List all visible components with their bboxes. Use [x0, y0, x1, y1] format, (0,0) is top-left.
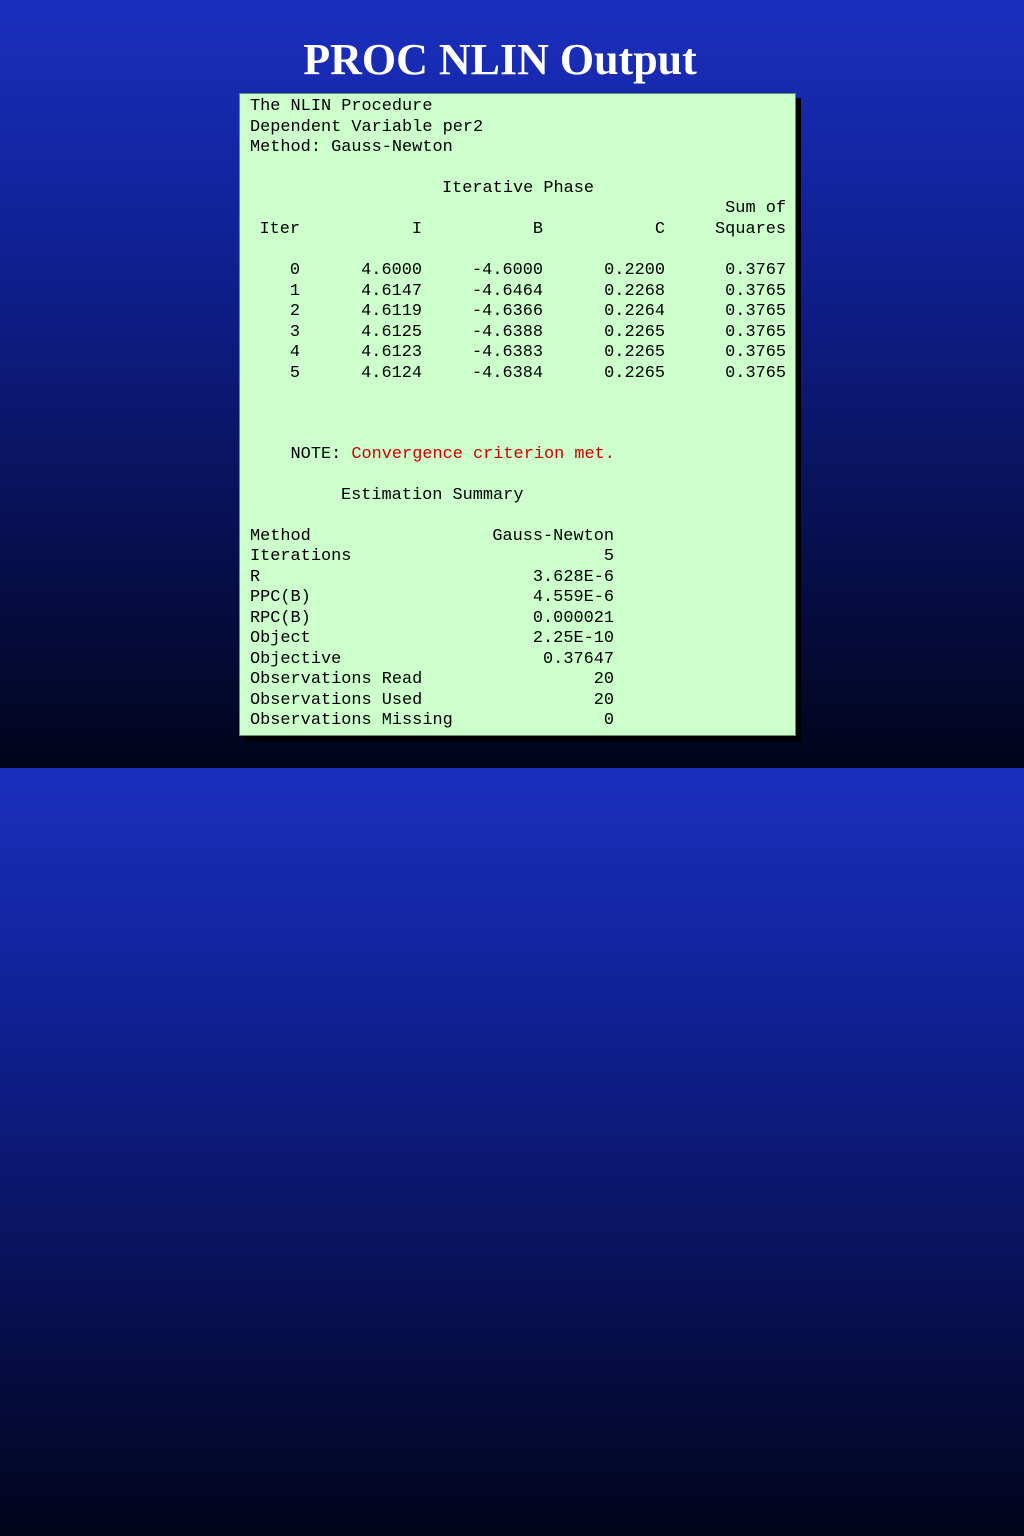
iter-value: 5 [289, 364, 300, 383]
summary-value: Gauss-Newton [492, 527, 614, 546]
summary-value: 3.628E-6 [532, 568, 614, 587]
summary-label: Object [250, 629, 311, 648]
header-iter: Iter [259, 220, 300, 239]
header-sum-of: Sum of [725, 199, 786, 218]
summary-label: RPC(B) [250, 609, 311, 628]
summary-value: 2.25E-10 [532, 629, 614, 648]
sum-of-squares-value: 0.3765 [725, 364, 786, 383]
i-value: 4.6147 [361, 282, 422, 301]
summary-label: PPC(B) [250, 588, 311, 607]
i-value: 4.6123 [361, 343, 422, 362]
iter-value: 2 [289, 302, 300, 321]
summary-label: R [250, 568, 261, 587]
summary-value: 20 [593, 670, 614, 689]
c-value: 0.2268 [604, 282, 665, 301]
summary-value: 20 [593, 691, 614, 710]
convergence-note: Convergence criterion met. [351, 445, 615, 465]
i-value: 4.6119 [361, 302, 422, 321]
c-value: 0.2265 [604, 364, 665, 383]
summary-label: Method [250, 527, 311, 546]
iter-value: 0 [289, 261, 300, 280]
method-line: Method: Gauss-Newton [250, 138, 453, 157]
procedure-name: The NLIN Procedure [250, 97, 433, 116]
sum-of-squares-value: 0.3765 [725, 343, 786, 362]
summary-label: Objective [250, 650, 342, 669]
b-value: -4.6366 [472, 302, 543, 321]
sum-of-squares-value: 0.3765 [725, 323, 786, 342]
sas-output-panel [239, 93, 796, 736]
b-value: -4.6383 [472, 343, 543, 362]
c-value: 0.2265 [604, 323, 665, 342]
header-sum-of-squares: Squares [715, 220, 786, 239]
b-value: -4.6384 [472, 364, 543, 383]
header-b: B [532, 220, 543, 239]
c-value: 0.2264 [604, 302, 665, 321]
c-value: 0.2265 [604, 343, 665, 362]
summary-label: Observations Read [250, 670, 423, 689]
summary-label: Observations Missing [250, 711, 453, 730]
summary-value: 0.000021 [532, 609, 614, 628]
sum-of-squares-value: 0.3765 [725, 302, 786, 321]
summary-value: 0 [603, 711, 614, 730]
summary-label: Observations Used [250, 691, 423, 710]
summary-label: Iterations [250, 547, 352, 566]
b-value: -4.6464 [472, 282, 543, 301]
dependent-variable: Dependent Variable per2 [250, 118, 484, 137]
i-value: 4.6124 [361, 364, 422, 383]
iter-value: 3 [289, 323, 300, 342]
i-value: 4.6000 [361, 261, 422, 280]
summary-value: 5 [603, 547, 614, 566]
note-label: NOTE: [290, 445, 342, 465]
iter-value: 4 [289, 343, 300, 362]
iterative-phase-title: Iterative Phase [442, 179, 595, 198]
b-value: -4.6388 [472, 323, 543, 342]
b-value: -4.6000 [472, 261, 543, 280]
c-value: 0.2200 [604, 261, 665, 280]
iter-value: 1 [289, 282, 300, 301]
slide-title: PROC NLIN Output [303, 35, 697, 84]
note-line [250, 425, 615, 465]
header-c: C [654, 220, 665, 239]
i-value: 4.6125 [361, 323, 422, 342]
sum-of-squares-value: 0.3765 [725, 282, 786, 301]
sum-of-squares-value: 0.3767 [725, 261, 786, 280]
estimation-summary-title: Estimation Summary [341, 486, 524, 505]
summary-value: 4.559E-6 [532, 588, 614, 607]
header-i: I [411, 220, 422, 239]
summary-value: 0.37647 [543, 650, 614, 669]
